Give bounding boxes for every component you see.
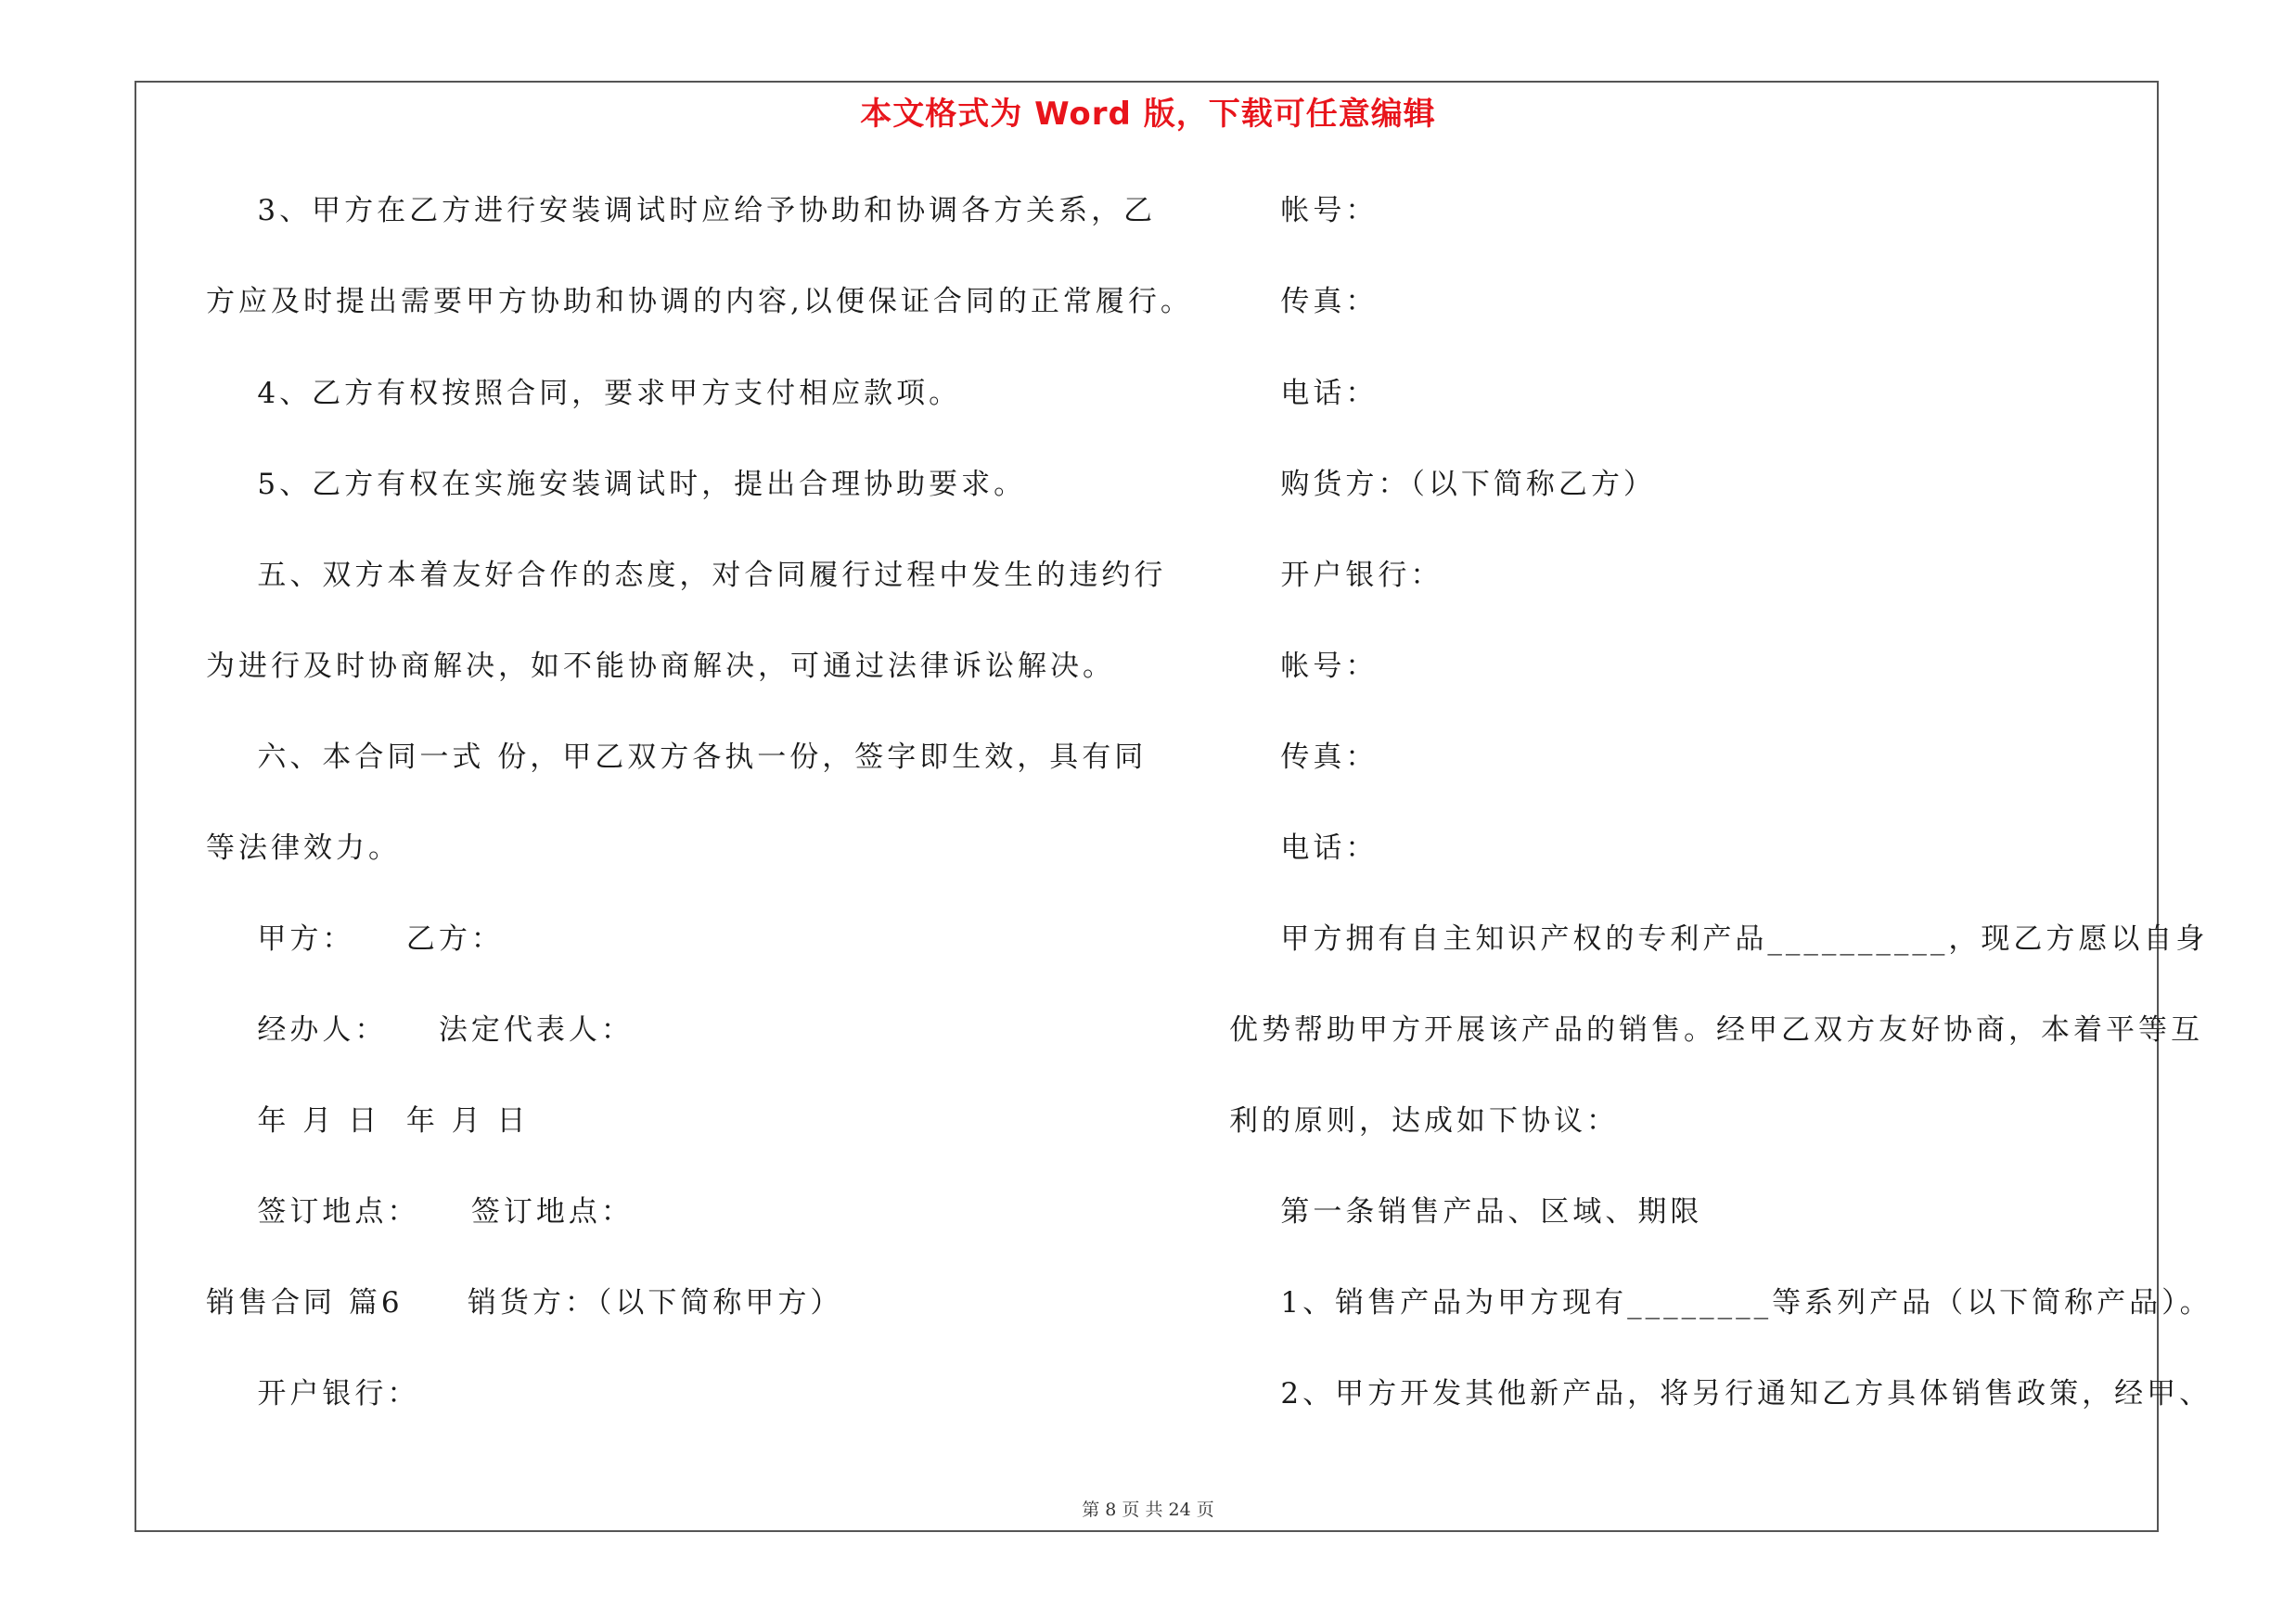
right-line-7: 传真： xyxy=(1229,741,1379,774)
right-line-13: 1、销售产品为甲方现有________等系列产品（以下简称产品）。 xyxy=(1229,1286,2213,1320)
right-line-11: 利的原则，达成如下协议： xyxy=(1229,1104,1619,1138)
left-line-14: 开户银行： xyxy=(206,1377,420,1410)
left-line-2: 方应及时提出需要甲方协助和协调的内容,以便保证合同的正常履行。 xyxy=(206,285,1193,318)
right-line-4: 购货方：（以下简称乙方） xyxy=(1229,468,1656,501)
right-line-6: 帐号： xyxy=(1229,650,1379,683)
left-line-5: 五、双方本着友好合作的态度，对合同履行过程中发生的违约行 xyxy=(206,559,1167,592)
left-line-13: 销售合同 篇6 销货方：（以下简称甲方） xyxy=(206,1286,843,1320)
right-line-10: 优势帮助甲方开展该产品的销售。经甲乙双方友好协商，本着平等互 xyxy=(1229,1013,2203,1047)
page-number-footer: 第 8 页 共 24 页 xyxy=(1082,1500,1214,1520)
right-line-8: 电话： xyxy=(1229,831,1379,865)
left-line-6: 为进行及时协商解决，如不能协商解决，可通过法律诉讼解决。 xyxy=(206,650,1115,683)
left-line-3: 4、乙方有权按照合同，要求甲方支付相应款项。 xyxy=(206,377,962,410)
left-line-1: 3、甲方在乙方进行安装调试时应给予协助和协调各方关系，乙 xyxy=(206,194,1157,227)
left-line-7: 六、本合同一式 份，甲乙双方各执一份，签字即生效，具有同 xyxy=(206,741,1148,774)
right-line-14: 2、甲方开发其他新产品，将另行通知乙方具体销售政策，经甲、 xyxy=(1229,1377,2213,1410)
left-line-11: 年 月 日 年 月 日 xyxy=(206,1104,530,1138)
left-line-9: 甲方： 乙方： xyxy=(206,922,504,956)
right-line-2: 传真： xyxy=(1229,285,1379,318)
right-line-1: 帐号： xyxy=(1229,194,1379,227)
left-line-4: 5、乙方有权在实施安装调试时，提出合理协助要求。 xyxy=(206,468,1027,501)
left-line-8: 等法律效力。 xyxy=(206,831,401,865)
left-line-12: 签订地点： 签订地点： xyxy=(206,1195,634,1229)
right-line-5: 开户银行： xyxy=(1229,559,1443,592)
right-line-3: 电话： xyxy=(1229,377,1379,410)
right-line-9: 甲方拥有自主知识产权的专利产品__________，现乙方愿以自身 xyxy=(1229,922,2209,956)
banner-notice: 本文格式为 Word 版，下载可任意编辑 xyxy=(860,96,1436,133)
right-line-12: 第一条销售产品、区域、期限 xyxy=(1229,1195,1703,1229)
left-line-10: 经办人： 法定代表人： xyxy=(206,1013,634,1047)
